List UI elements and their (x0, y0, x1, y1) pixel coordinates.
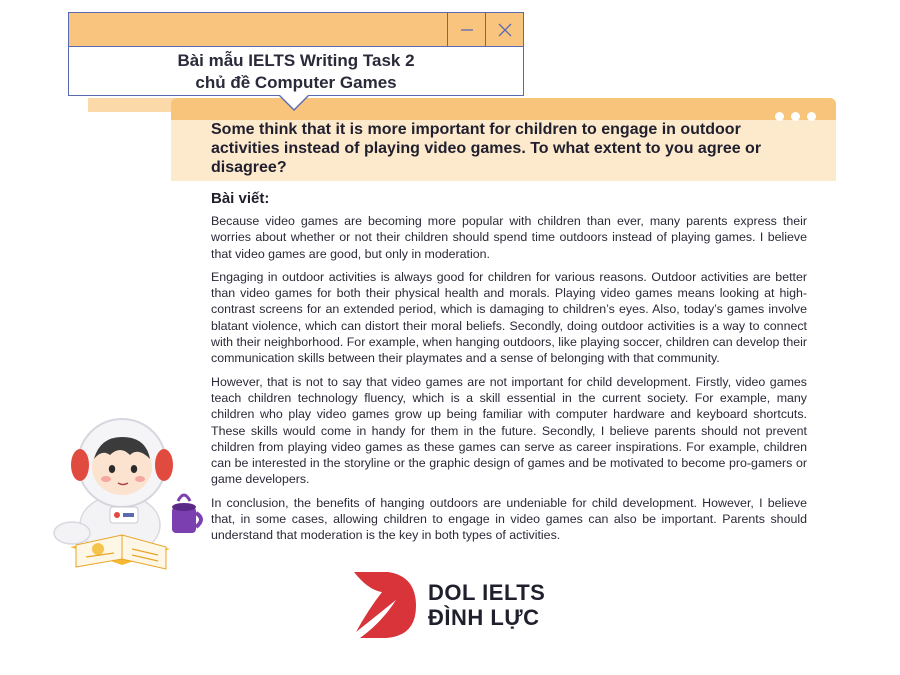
title-pointer (280, 95, 308, 109)
logo-line-2: ĐÌNH LỰC (428, 605, 540, 630)
essay-question: Some think that it is more important for children to engage in outdoor activities instead of playing video games. To what extent to you agree or disagree? (211, 121, 762, 176)
close-icon (497, 22, 513, 38)
essay-paragraph: In conclusion, the benefits of hanging outdoors are undeniable for child development. However, I believe that, in some cases, allowing children to engage in video games can also be important. Parents should understand that moderation is the key in both types of activities. (211, 495, 807, 543)
essay-paragraph: Because video games are becoming more popular with children than ever, many parents express their worries about whether or not their children should spend time outdoors instead of playing games. I believe that video games are good, but only in moderation. (211, 214, 807, 261)
essay-paragraph: Engaging in outdoor activities is always good for children for various reasons. Outdoor activities are better than video games for both their physical health and morals. Playing video games means looking at high-contrast screens for an extended period, which is damaging to children’s eyes. Also, today’s games involve blatant violence, which can distort their moral beliefs. Secondly, doing outdoor activities is a way to connect with their neighborhood. For example, when hanging outdoors, like playing soccer, children can develop their communication skills between their playmates and a sense of belonging with that community. (211, 269, 807, 366)
question-card-header (171, 98, 836, 120)
logo-text (428, 580, 545, 630)
question-card (171, 98, 836, 181)
essay-heading: Bài viết: (211, 190, 270, 207)
logo-line-1: DOL IELTS (428, 580, 546, 605)
title-line-2: chủ đề Computer Games (195, 73, 397, 92)
essay (211, 190, 807, 551)
close-button[interactable] (485, 13, 523, 46)
essay-paragraph: However, that is not to say that video games are not important for child development. Firstly, video games teach children technology fluency, which is a skill essential in the current society. For example, many children who play video games grow up being familiar with computer hardware and keyboard shortcuts. These skills would come in handy for them in the future. Secondly, I believe parents should not prevent children from playing video games as these games can serve as career inspirations. For example, children can be interested in the storyline or the graphic design of games and be motivated to become pro-gamers or game developers. (211, 374, 807, 487)
astronaut-mascot-icon (50, 415, 210, 585)
title-line-1: Bài mẫu IELTS Writing Task 2 (177, 51, 415, 70)
title-window (68, 12, 524, 96)
dol-logo-icon (352, 570, 418, 640)
title-bar (69, 13, 523, 47)
minimize-icon (459, 22, 475, 38)
minimize-button[interactable] (447, 13, 485, 46)
page-title (69, 50, 523, 94)
